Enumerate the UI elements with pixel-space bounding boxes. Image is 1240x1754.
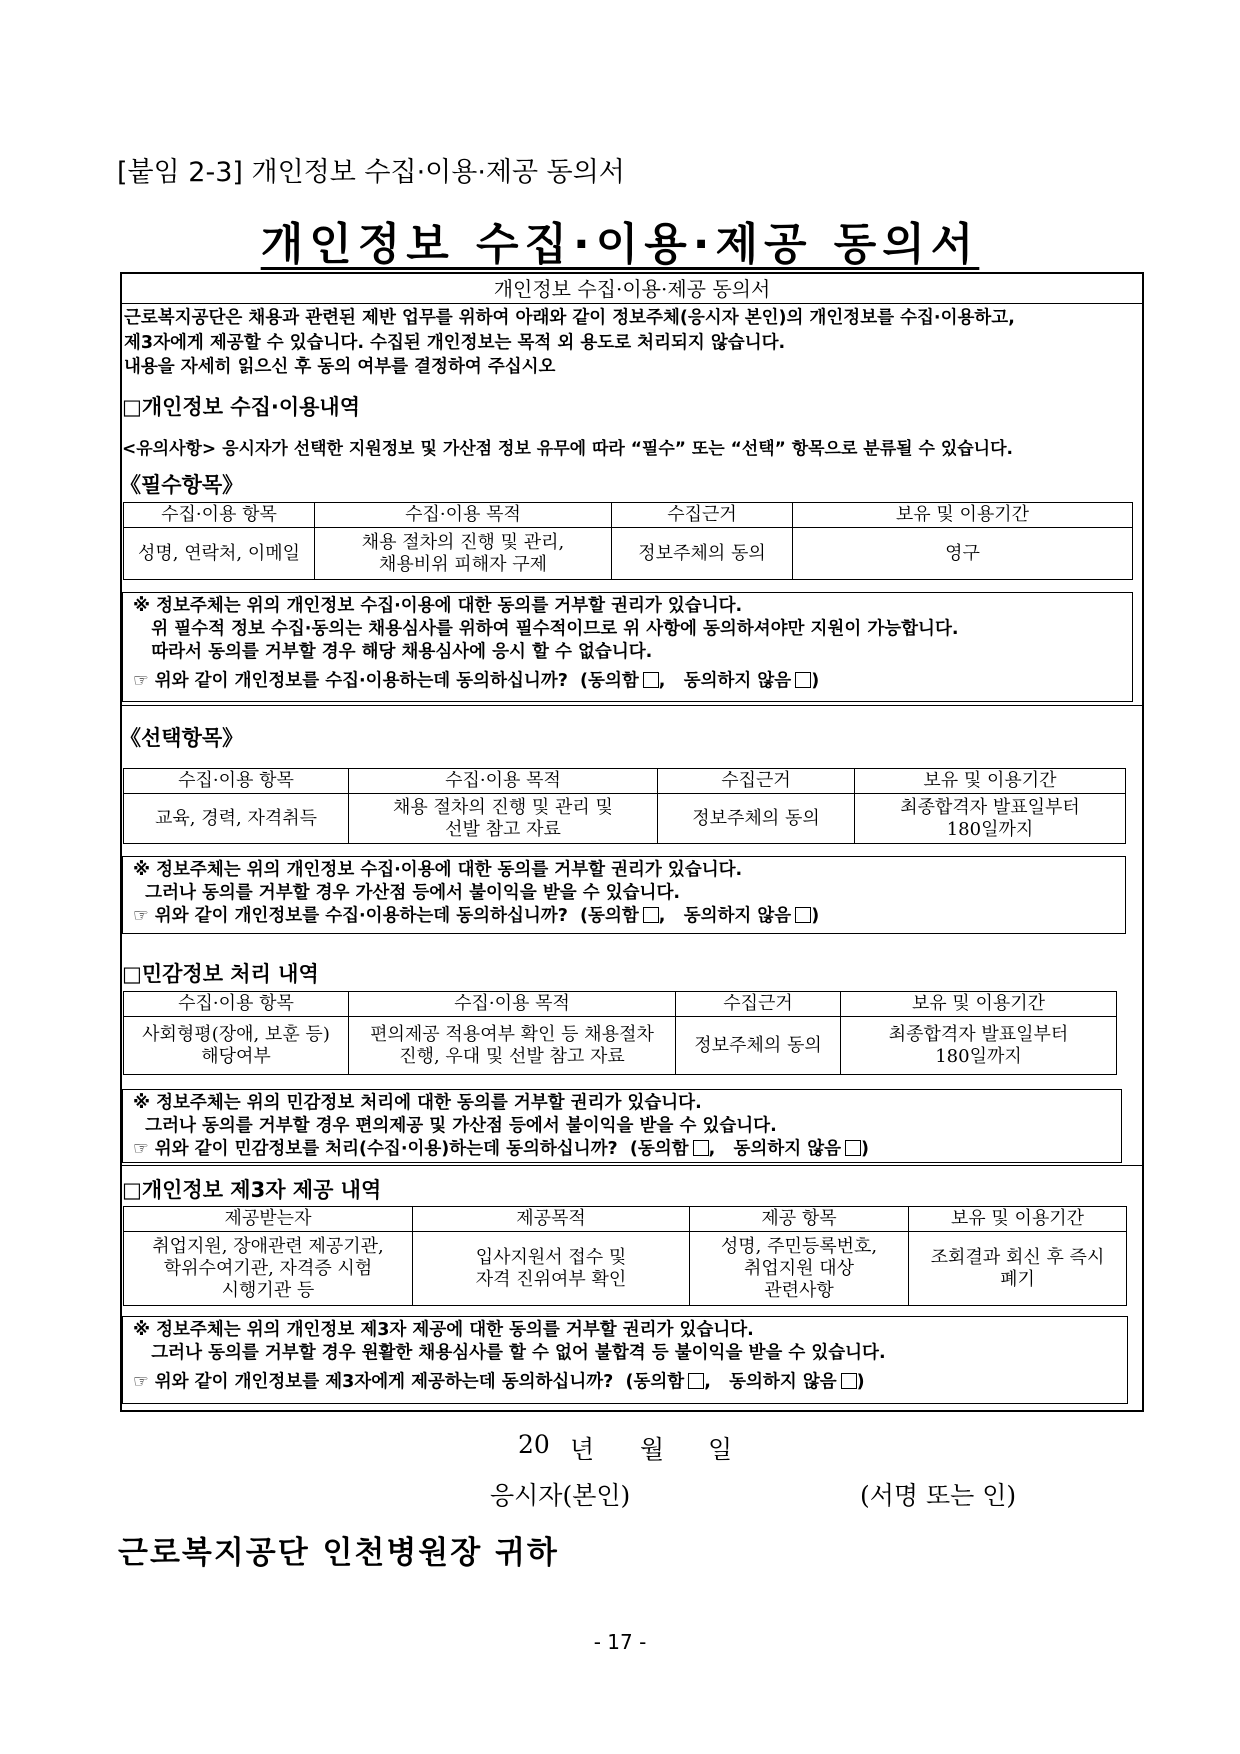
optional-notice-box [122, 856, 1126, 934]
table-header-cell: 수집·이용 목적 [315, 503, 612, 528]
divider [120, 1165, 1144, 1166]
consent-text: ☞ 위와 같이 개인정보를 수집·이용하는데 동의하십니까? (동의함 [133, 906, 639, 926]
table-row [124, 1232, 1127, 1306]
document-title-text: 개인정보 수집·이용·제공 동의서 [260, 219, 980, 270]
sensitive-notice-box [122, 1089, 1122, 1163]
table-cell: 조회결과 회신 후 즉시 폐기 [909, 1232, 1127, 1306]
form-header: 개인정보 수집·이용·제공 동의서 [122, 274, 1142, 304]
disagree-checkbox[interactable] [795, 907, 811, 923]
consent-text: ☞ 위와 같이 개인정보를 제3자에게 제공하는데 동의하십니까? (동의함 [133, 1372, 685, 1392]
agree-checkbox[interactable] [693, 1140, 709, 1156]
consent-question [133, 670, 1122, 693]
notice-line: 그러나 동의를 거부할 경우 원활한 채용심사를 할 수 없어 불합격 등 불이익을 받을 수 있습니다. [133, 1343, 886, 1363]
signature-field[interactable]: (서명 또는 인) [860, 1481, 1017, 1510]
date-day-label: 일 [708, 1435, 733, 1464]
attachment-label: [붙임 2-3] 개인정보 수집·이용·제공 동의서 [117, 157, 625, 188]
notice-line: ※ 정보주체는 위의 민감정보 처리에 대한 동의를 거부할 권리가 있습니다. [133, 1093, 702, 1113]
consent-text: , 동의하지 않음 [658, 671, 792, 691]
table-header-row [124, 992, 1117, 1017]
table-cell: 채용 절차의 진행 및 관리 및 선발 참고 자료 [349, 794, 658, 844]
table-row [124, 1017, 1117, 1075]
table-header-cell: 수집·이용 목적 [349, 769, 658, 794]
date-month-label: 월 [640, 1435, 665, 1464]
intro-text [124, 306, 1144, 380]
consent-question [133, 905, 1115, 928]
table-cell: 영구 [793, 528, 1133, 580]
table-header-cell: 수집·이용 목적 [349, 992, 676, 1017]
table-cell: 최종합격자 발표일부터 180일까지 [841, 1017, 1117, 1075]
section-heading-third-party: □개인정보 제3자 제공 내역 [122, 1178, 382, 1202]
date-year-label: 년 [570, 1435, 595, 1464]
notice-line: ※ 정보주체는 위의 개인정보 수집·이용에 대한 동의를 거부할 권리가 있습니다. [133, 596, 743, 616]
table-cell: 성명, 연락처, 이메일 [124, 528, 315, 580]
table-header-cell: 보유 및 이용기간 [855, 769, 1126, 794]
notice-text: <유의사항> 응시자가 선택한 지원정보 및 가산점 정보 유무에 따라 “필수” 또는 “선택” 항목으로 분류될 수 있습니다. [122, 439, 1013, 459]
table-cell: 정보주체의 동의 [676, 1017, 841, 1075]
table-header-cell: 수집·이용 항목 [124, 769, 349, 794]
consent-text: , 동의하지 않음 [708, 1139, 842, 1159]
page-number: - 17 - [593, 1630, 647, 1654]
table-cell: 최종합격자 발표일부터 180일까지 [855, 794, 1126, 844]
disagree-checkbox[interactable] [841, 1373, 857, 1389]
optional-items-table [123, 768, 1126, 844]
table-header-cell: 보유 및 이용기간 [909, 1207, 1127, 1232]
required-notice-box [122, 592, 1133, 702]
consent-text: , 동의하지 않음 [704, 1372, 837, 1392]
table-header-cell: 수집·이용 항목 [124, 992, 349, 1017]
notice-line: ※ 정보주체는 위의 개인정보 수집·이용에 대한 동의를 거부할 권리가 있습니다. [133, 860, 743, 880]
table-header-cell: 수집근거 [676, 992, 841, 1017]
table-cell: 정보주체의 동의 [658, 794, 855, 844]
disagree-checkbox[interactable] [795, 672, 811, 688]
table-header-row [124, 769, 1126, 794]
consent-question [133, 1371, 1117, 1394]
sensitive-info-table [123, 991, 1117, 1075]
table-cell: 취업지원, 장애관련 제공기관, 학위수여기관, 자격증 시험 시행기관 등 [124, 1232, 413, 1306]
table-header-cell: 제공 항목 [690, 1207, 909, 1232]
table-cell: 교육, 경력, 자격취득 [124, 794, 349, 844]
third-party-table [123, 1206, 1127, 1306]
table-cell: 채용 절차의 진행 및 관리, 채용비위 피해자 구제 [315, 528, 612, 580]
notice-line: 그러나 동의를 거부할 경우 편의제공 및 가산점 등에서 불이익을 받을 수 있습니다. [133, 1116, 777, 1136]
table-cell: 정보주체의 동의 [612, 528, 793, 580]
table-row [124, 528, 1133, 580]
intro-line: 제3자에게 제공할 수 있습니다. 수집된 개인정보는 목적 외 용도로 처리되지 않습니다. [124, 332, 786, 353]
document-title [0, 208, 1240, 272]
consent-text: ) [856, 1372, 865, 1392]
intro-line: 내용을 자세히 읽으신 후 동의 여부를 결정하여 주십시오 [124, 357, 556, 377]
consent-text: ) [861, 1139, 870, 1159]
notice-line: 위 필수적 정보 수집·동의는 채용심사를 위하여 필수적이므로 위 사항에 동의하셔야만 지원이 가능합니다. [133, 619, 959, 639]
table-header-cell: 제공목적 [413, 1207, 690, 1232]
intro-line: 근로복지공단은 채용과 관련된 제반 업무를 위하여 아래와 같이 정보주체(응시자 본인)의 개인정보를 수집·이용하고, [124, 308, 1015, 328]
table-row [124, 794, 1126, 844]
table-cell: 성명, 주민등록번호, 취업지원 대상 관련사항 [690, 1232, 909, 1306]
table-header-cell: 제공받는자 [124, 1207, 413, 1232]
third-party-notice-box [122, 1316, 1128, 1404]
notice-line: 따라서 동의를 거부할 경우 해당 채용심사에 응시 할 수 없습니다. [133, 642, 653, 662]
consent-text: ) [811, 671, 820, 691]
date-year-prefix: 20 [518, 1430, 550, 1459]
table-header-cell: 수집근거 [658, 769, 855, 794]
section-heading-collection: □개인정보 수집·이용내역 [122, 395, 360, 419]
required-items-table [123, 502, 1133, 580]
notice-line: ※ 정보주체는 위의 개인정보 제3자 제공에 대한 동의를 거부할 권리가 있습니다. [133, 1320, 754, 1340]
consent-question [133, 1138, 1111, 1161]
section-heading-sensitive: □민감정보 처리 내역 [122, 962, 319, 986]
table-header-row [124, 503, 1133, 528]
table-header-cell: 수집·이용 항목 [124, 503, 315, 528]
table-cell: 사회형평(장애, 보훈 등) 해당여부 [124, 1017, 349, 1075]
consent-text: ☞ 위와 같이 민감정보를 처리(수집·이용)하는데 동의하십니까? (동의함 [133, 1139, 689, 1159]
agree-checkbox[interactable] [643, 907, 659, 923]
table-header-cell: 보유 및 이용기간 [841, 992, 1117, 1017]
agree-checkbox[interactable] [643, 672, 659, 688]
table-header-cell: 보유 및 이용기간 [793, 503, 1133, 528]
required-items-label: 《필수항목》 [120, 473, 244, 497]
table-header-row [124, 1207, 1127, 1232]
disagree-checkbox[interactable] [845, 1140, 861, 1156]
divider [120, 705, 1144, 706]
addressee: 근로복지공단 인천병원장 귀하 [118, 1535, 559, 1571]
agree-checkbox[interactable] [688, 1373, 704, 1389]
table-cell: 입사지원서 접수 및 자격 진위여부 확인 [413, 1232, 690, 1306]
applicant-label: 응시자(본인) [490, 1481, 631, 1510]
notice-line: 그러나 동의를 거부할 경우 가산점 등에서 불이익을 받을 수 있습니다. [133, 883, 681, 903]
optional-items-label: 《선택항목》 [120, 726, 244, 750]
table-cell: 편의제공 적용여부 확인 등 채용절차 진행, 우대 및 선발 참고 자료 [349, 1017, 676, 1075]
consent-text: ☞ 위와 같이 개인정보를 수집·이용하는데 동의하십니까? (동의함 [133, 671, 639, 691]
consent-text: , 동의하지 않음 [658, 906, 792, 926]
consent-text: ) [811, 906, 820, 926]
table-header-cell: 수집근거 [612, 503, 793, 528]
